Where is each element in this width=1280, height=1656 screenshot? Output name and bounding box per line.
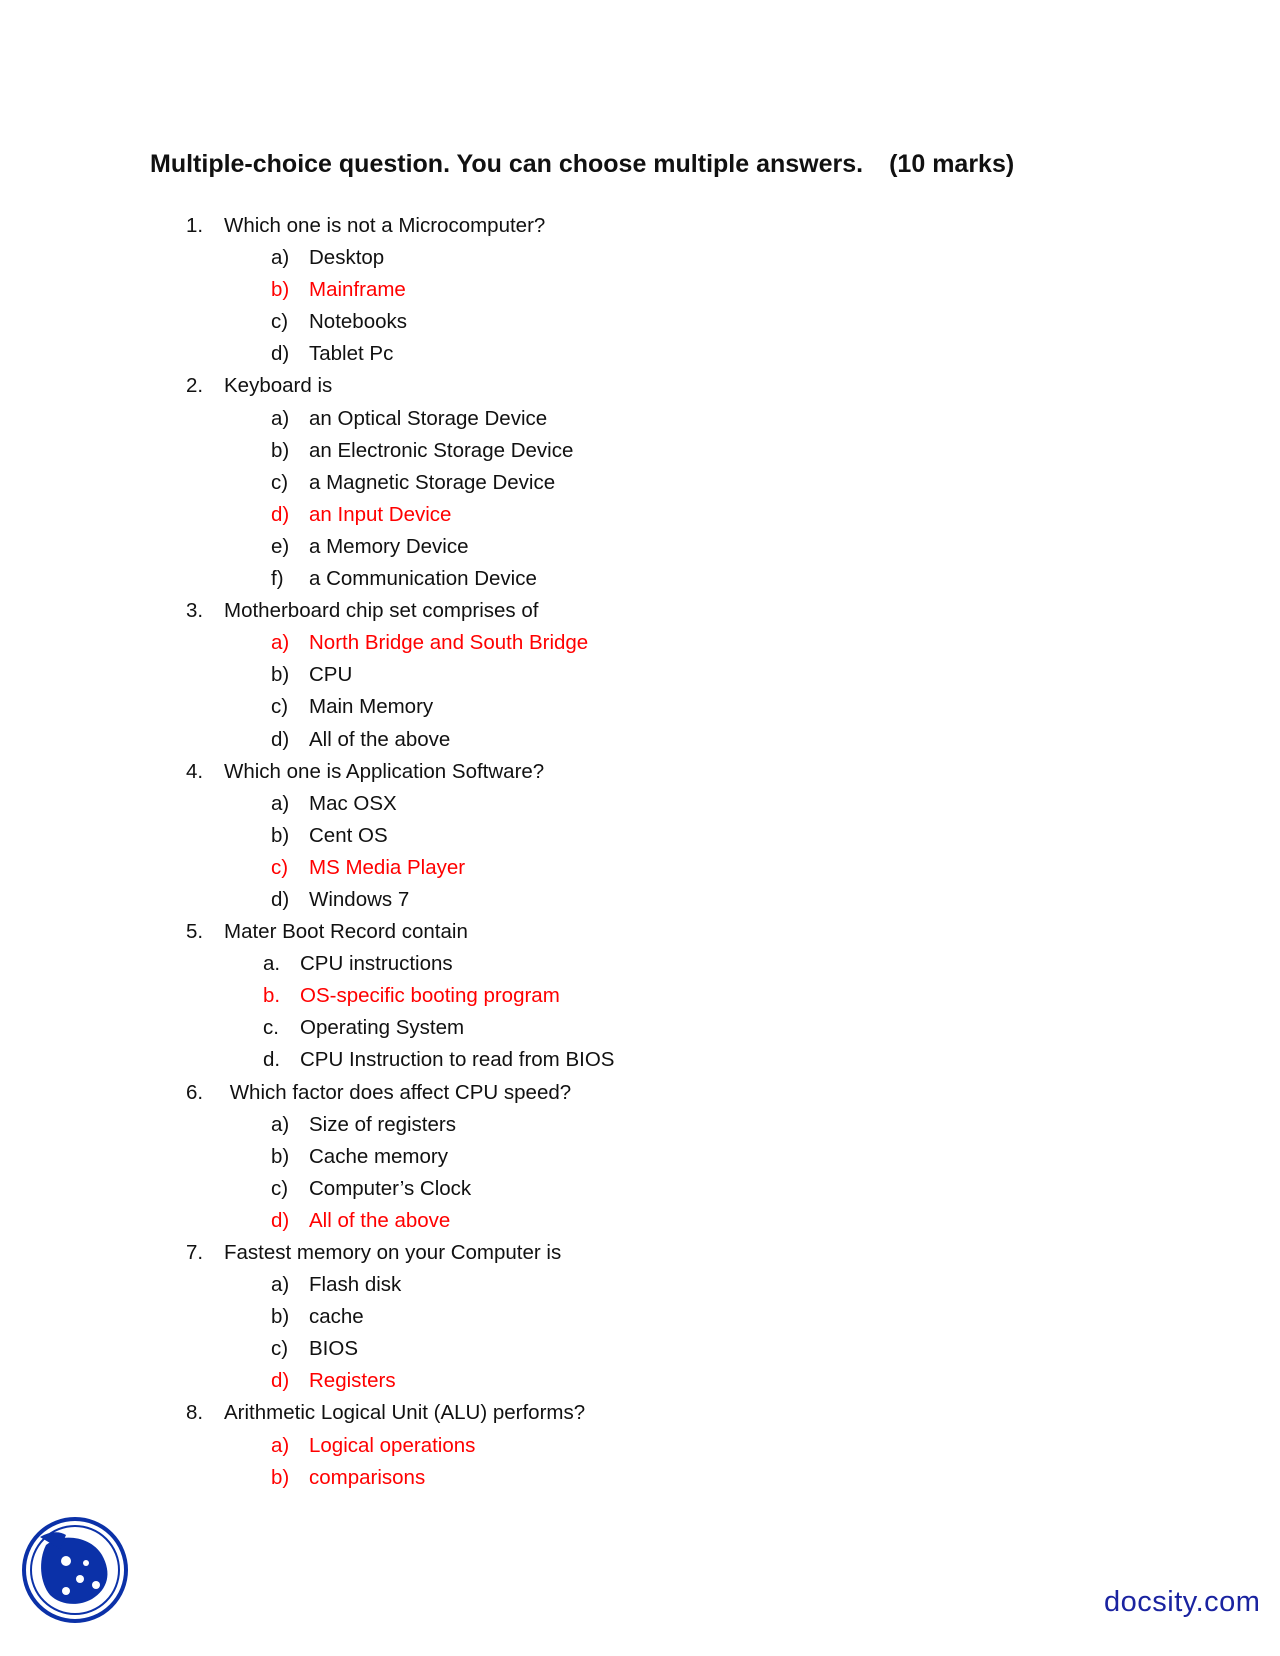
option-letter: a)	[271, 1273, 290, 1297]
question-number: 3.	[186, 599, 204, 623]
option-d	[186, 884, 614, 916]
question-text: Mater Boot Record contain	[224, 920, 468, 944]
question-number: 6.	[186, 1080, 204, 1104]
option-letter: c)	[271, 470, 289, 494]
option-a-correct	[186, 627, 614, 659]
question-text: Which one is not a Microcomputer?	[224, 214, 546, 237]
option-text: an Input Device	[309, 502, 452, 526]
option-text: an Electronic Storage Device	[309, 438, 574, 462]
docsity-brand-link[interactable]: docsity.com	[1104, 1586, 1261, 1618]
question-1	[186, 210, 614, 370]
option-text: CPU	[309, 663, 353, 687]
option-letter: d)	[271, 727, 290, 751]
question-text: Keyboard is	[224, 374, 333, 398]
question-line	[186, 1237, 614, 1269]
question-text: Which factor does affect CPU speed?	[224, 1080, 572, 1104]
option-letter: d)	[271, 502, 290, 526]
question-6	[186, 1077, 614, 1237]
option-text: Main Memory	[309, 695, 434, 719]
option-text: All of the above	[309, 727, 451, 751]
question-4	[186, 756, 614, 916]
option-letter: b)	[271, 1144, 290, 1168]
option-text: Mainframe	[309, 278, 406, 302]
question-number: 8.	[186, 1401, 204, 1425]
option-c	[186, 306, 614, 338]
question-7	[186, 1237, 614, 1397]
option-letter: a)	[271, 406, 290, 430]
option-text: comparisons	[309, 1465, 426, 1489]
option-text: Desktop	[309, 246, 385, 270]
option-text: Operating System	[300, 1016, 465, 1040]
option-text: an Optical Storage Device	[309, 406, 548, 430]
option-d	[186, 338, 614, 370]
option-letter: c)	[271, 1337, 289, 1361]
option-list	[186, 1109, 614, 1237]
option-text: Mac OSX	[309, 791, 397, 815]
question-5	[186, 916, 614, 1076]
option-letter: c)	[271, 855, 289, 879]
option-text: North Bridge and South Bridge	[309, 631, 589, 655]
option-d-correct	[186, 499, 614, 531]
option-c-correct	[186, 852, 614, 884]
option-text: BIOS	[309, 1337, 358, 1361]
option-text: a Memory Device	[309, 534, 469, 558]
option-letter: a)	[271, 791, 290, 815]
option-letter: a)	[271, 1433, 290, 1457]
option-text: Windows 7	[309, 887, 410, 911]
question-line	[186, 210, 614, 242]
option-text: MS Media Player	[309, 855, 466, 879]
question-text: Arithmetic Logical Unit (ALU) performs?	[224, 1401, 586, 1425]
option-text: Flash disk	[309, 1273, 402, 1297]
option-letter: a.	[263, 952, 281, 976]
option-text: Size of registers	[309, 1112, 456, 1136]
option-c	[186, 1173, 614, 1205]
option-b	[186, 1301, 614, 1333]
option-c	[186, 691, 614, 723]
question-line	[186, 595, 614, 627]
option-a	[186, 788, 614, 820]
marks-label: (10 marks)	[889, 150, 1015, 178]
option-list	[186, 1269, 614, 1397]
option-letter: d)	[271, 1208, 290, 1232]
option-a-correct	[186, 1430, 614, 1462]
question-8	[186, 1397, 614, 1493]
option-c	[186, 1333, 614, 1365]
option-d	[186, 724, 614, 756]
option-letter: b)	[271, 1465, 290, 1489]
question-text: Which one is Application Software?	[224, 759, 545, 783]
option-a	[186, 403, 614, 435]
option-text: Registers	[309, 1369, 396, 1393]
question-line	[186, 1077, 614, 1109]
option-letter: c.	[263, 1016, 279, 1040]
option-text: Computer’s Clock	[309, 1176, 472, 1200]
question-number: 7.	[186, 1241, 204, 1264]
option-f	[186, 563, 614, 595]
option-text: Notebooks	[309, 310, 408, 334]
page-title	[150, 150, 1014, 179]
option-a	[186, 242, 614, 274]
option-list	[186, 1430, 614, 1494]
option-text: cache	[309, 1305, 364, 1329]
option-list	[186, 627, 614, 755]
option-letter: f)	[271, 567, 284, 591]
option-letter: a)	[271, 1112, 290, 1136]
option-d-correct	[186, 1205, 614, 1237]
option-text: All of the above	[309, 1208, 451, 1232]
question-number: 4.	[186, 759, 204, 783]
option-d-correct	[186, 1365, 614, 1397]
question-text: Motherboard chip set comprises of	[224, 599, 539, 623]
question-number: 2.	[186, 374, 204, 398]
option-text: Cent OS	[309, 823, 388, 847]
option-letter: b)	[271, 438, 290, 462]
option-text: Cache memory	[309, 1144, 448, 1168]
question-3	[186, 595, 614, 755]
option-b-correct	[186, 1462, 614, 1494]
option-a	[186, 948, 614, 980]
option-text: a Magnetic Storage Device	[309, 470, 556, 494]
option-letter: c)	[271, 695, 289, 719]
option-list	[186, 788, 614, 916]
logo-graphic	[20, 1515, 130, 1625]
option-letter: c)	[271, 310, 289, 334]
option-a	[186, 1109, 614, 1141]
option-letter: b.	[263, 984, 281, 1008]
option-letter: c)	[271, 1176, 289, 1200]
question-line	[186, 916, 614, 948]
option-letter: b)	[271, 278, 290, 302]
question-number: 5.	[186, 920, 204, 944]
option-letter: b)	[271, 663, 290, 687]
title-text: Multiple-choice question. You can choose multiple answers.	[150, 150, 864, 178]
question-list	[186, 210, 614, 1494]
option-list	[186, 242, 614, 370]
option-e	[186, 531, 614, 563]
option-text: a Communication Device	[309, 567, 537, 591]
question-2	[186, 370, 614, 595]
option-letter: b)	[271, 823, 290, 847]
option-letter: d)	[271, 342, 290, 366]
option-letter: b)	[271, 1305, 290, 1329]
option-d	[186, 1044, 614, 1076]
option-b	[186, 659, 614, 691]
question-text: Fastest memory on your Computer is	[224, 1241, 562, 1264]
option-c	[186, 1012, 614, 1044]
option-letter: e)	[271, 534, 290, 558]
option-b	[186, 435, 614, 467]
option-a	[186, 1269, 614, 1301]
option-letter: d)	[271, 1369, 290, 1393]
option-list	[186, 948, 614, 1076]
option-text: CPU instructions	[300, 952, 453, 976]
option-letter: a)	[271, 631, 290, 655]
question-line	[186, 1397, 614, 1429]
question-number: 1.	[186, 214, 204, 237]
option-text: Tablet Pc	[309, 342, 394, 366]
option-text: CPU Instruction to read from BIOS	[300, 1048, 615, 1072]
question-line	[186, 370, 614, 402]
option-b	[186, 820, 614, 852]
option-letter: d.	[263, 1048, 281, 1072]
option-text: Logical operations	[309, 1433, 476, 1457]
option-b-correct	[186, 980, 614, 1012]
option-letter: d)	[271, 887, 290, 911]
option-letter: a)	[271, 246, 290, 270]
question-line	[186, 756, 614, 788]
docsity-logo-icon[interactable]	[20, 1515, 130, 1625]
option-list	[186, 403, 614, 596]
option-b-correct	[186, 274, 614, 306]
option-c	[186, 467, 614, 499]
option-b	[186, 1141, 614, 1173]
option-text: OS-specific booting program	[300, 984, 560, 1008]
